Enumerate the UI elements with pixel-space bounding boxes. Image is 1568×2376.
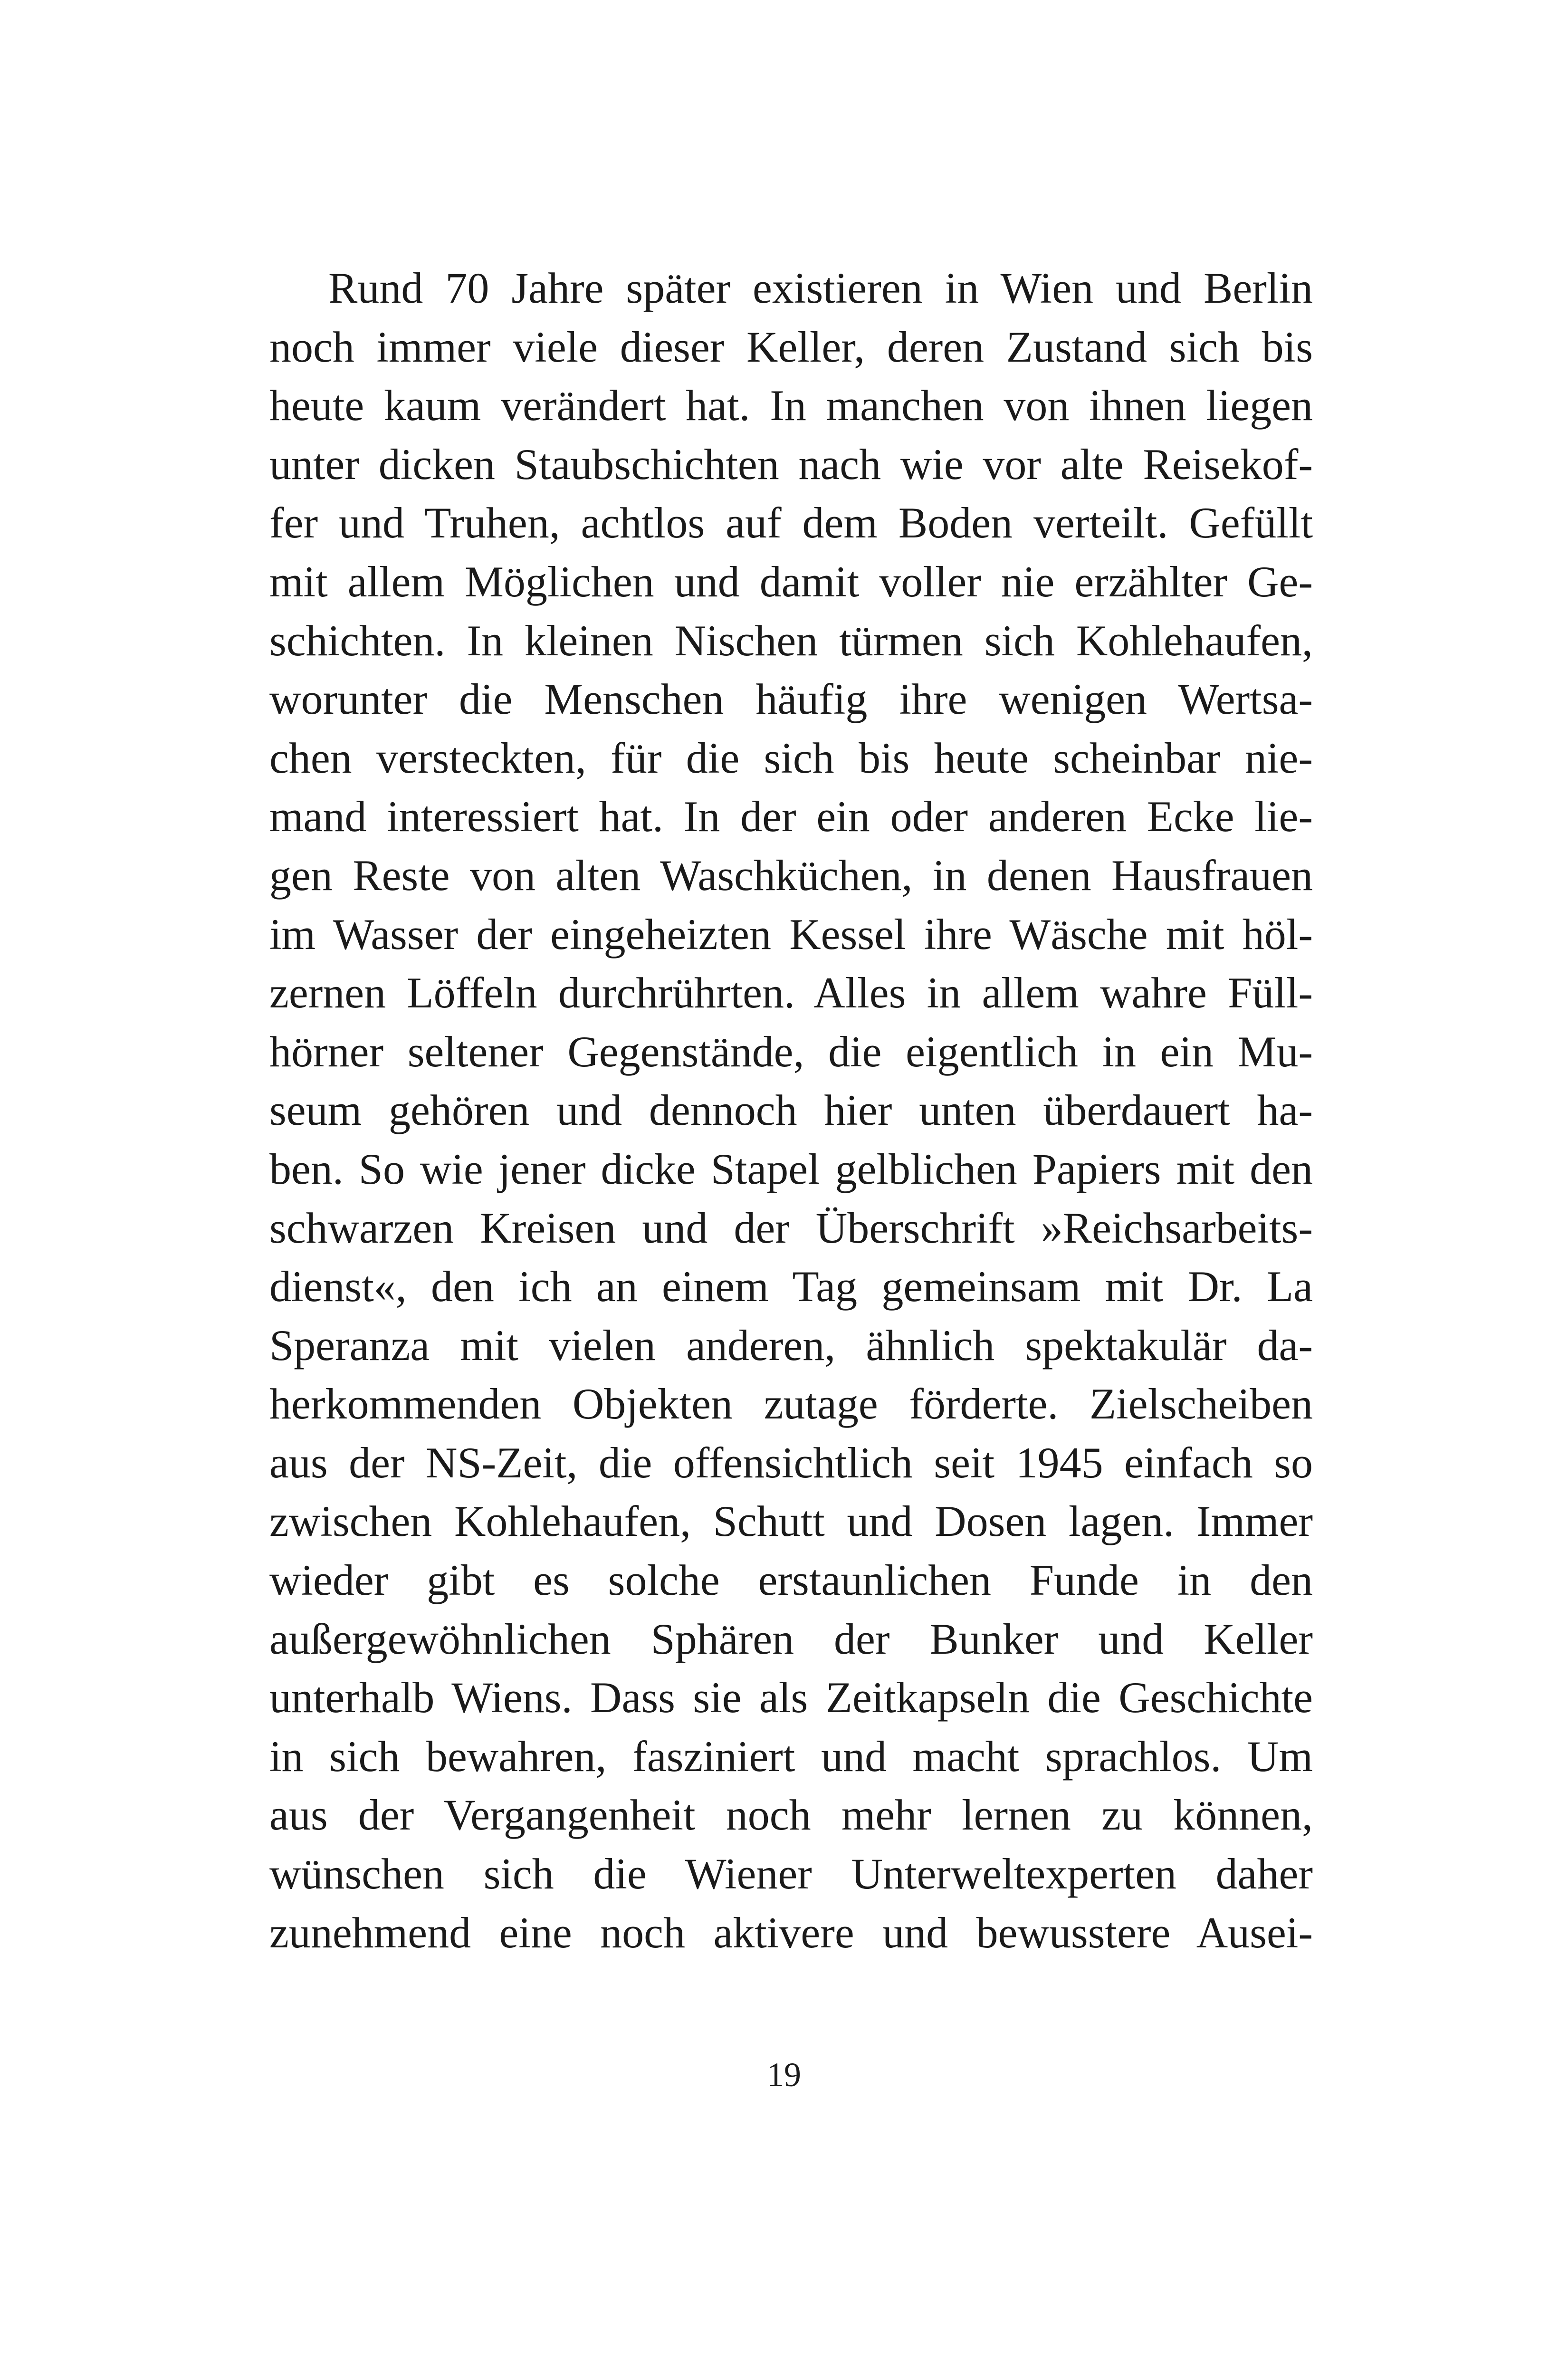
body-line: mit allem Möglichen und damit voller nie erzählter Ge-: [269, 557, 1313, 606]
body-line: herkommenden Objekten zutage förderte. Zielscheiben: [269, 1380, 1313, 1428]
body-line: hörner seltener Gegenstände, die eigentlich in ein Mu-: [269, 1027, 1313, 1076]
body-line: worunter die Menschen häufig ihre wenigen Wertsa-: [269, 675, 1313, 724]
body-line: gen Reste von alten Waschküchen, in denen Hausfrauen: [269, 851, 1313, 900]
body-line: außergewöhnlichen Sphären der Bunker und Keller: [269, 1614, 1313, 1663]
page-number: 19: [767, 2056, 801, 2094]
body-text: [269, 259, 1313, 1962]
body-line: mand interessiert hat. In der ein oder anderen Ecke lie-: [269, 792, 1313, 841]
body-line: Speranza mit vielen anderen, ähnlich spektakulär da-: [269, 1321, 1313, 1370]
body-line: seum gehören und dennoch hier unten überdauert ha-: [269, 1086, 1313, 1135]
body-line: schichten. In kleinen Nischen türmen sich Kohlehaufen,: [269, 616, 1313, 665]
body-line: schwarzen Kreisen und der Überschrift »Reichsarbeits-: [269, 1203, 1313, 1252]
body-line: aus der Vergangenheit noch mehr lernen zu können,: [269, 1791, 1313, 1839]
body-line: unterhalb Wiens. Dass sie als Zeitkapseln die Geschichte: [269, 1673, 1313, 1722]
body-line: dienst«, den ich an einem Tag gemeinsam mit Dr. La: [269, 1262, 1313, 1311]
body-line: wieder gibt es solche erstaunlichen Funde in den: [269, 1556, 1313, 1605]
body-line: unter dicken Staubschichten nach wie vor alte Reisekof-: [269, 440, 1313, 489]
body-line: in sich bewahren, fasziniert und macht sprachlos. Um: [269, 1732, 1313, 1781]
body-line: fer und Truhen, achtlos auf dem Boden verteilt. Gefüllt: [269, 498, 1313, 547]
body-line: heute kaum verändert hat. In manchen von ihnen liegen: [269, 381, 1313, 430]
body-line: zwischen Kohlehaufen, Schutt und Dosen lagen. Immer: [269, 1497, 1313, 1546]
body-line: zernen Löffeln durchrührten. Alles in allem wahre Füll-: [269, 968, 1313, 1017]
body-line: chen versteckten, für die sich bis heute scheinbar nie-: [269, 733, 1313, 782]
body-line: zunehmend eine noch aktivere und bewusstere Ausei-: [269, 1908, 1313, 1957]
body-line: wünschen sich die Wiener Unterweltexperten daher: [269, 1849, 1313, 1898]
body-line: aus der NS-Zeit, die offensichtlich seit 1945 einfach so: [269, 1438, 1313, 1487]
body-line: ben. So wie jener dicke Stapel gelblichen Papiers mit den: [269, 1144, 1313, 1193]
body-line: noch immer viele dieser Keller, deren Zustand sich bis: [269, 322, 1313, 371]
body-line: Rund 70 Jahre später existieren in Wien und Berlin: [328, 264, 1313, 312]
body-line: im Wasser der eingeheizten Kessel ihre Wäsche mit höl-: [269, 910, 1313, 958]
